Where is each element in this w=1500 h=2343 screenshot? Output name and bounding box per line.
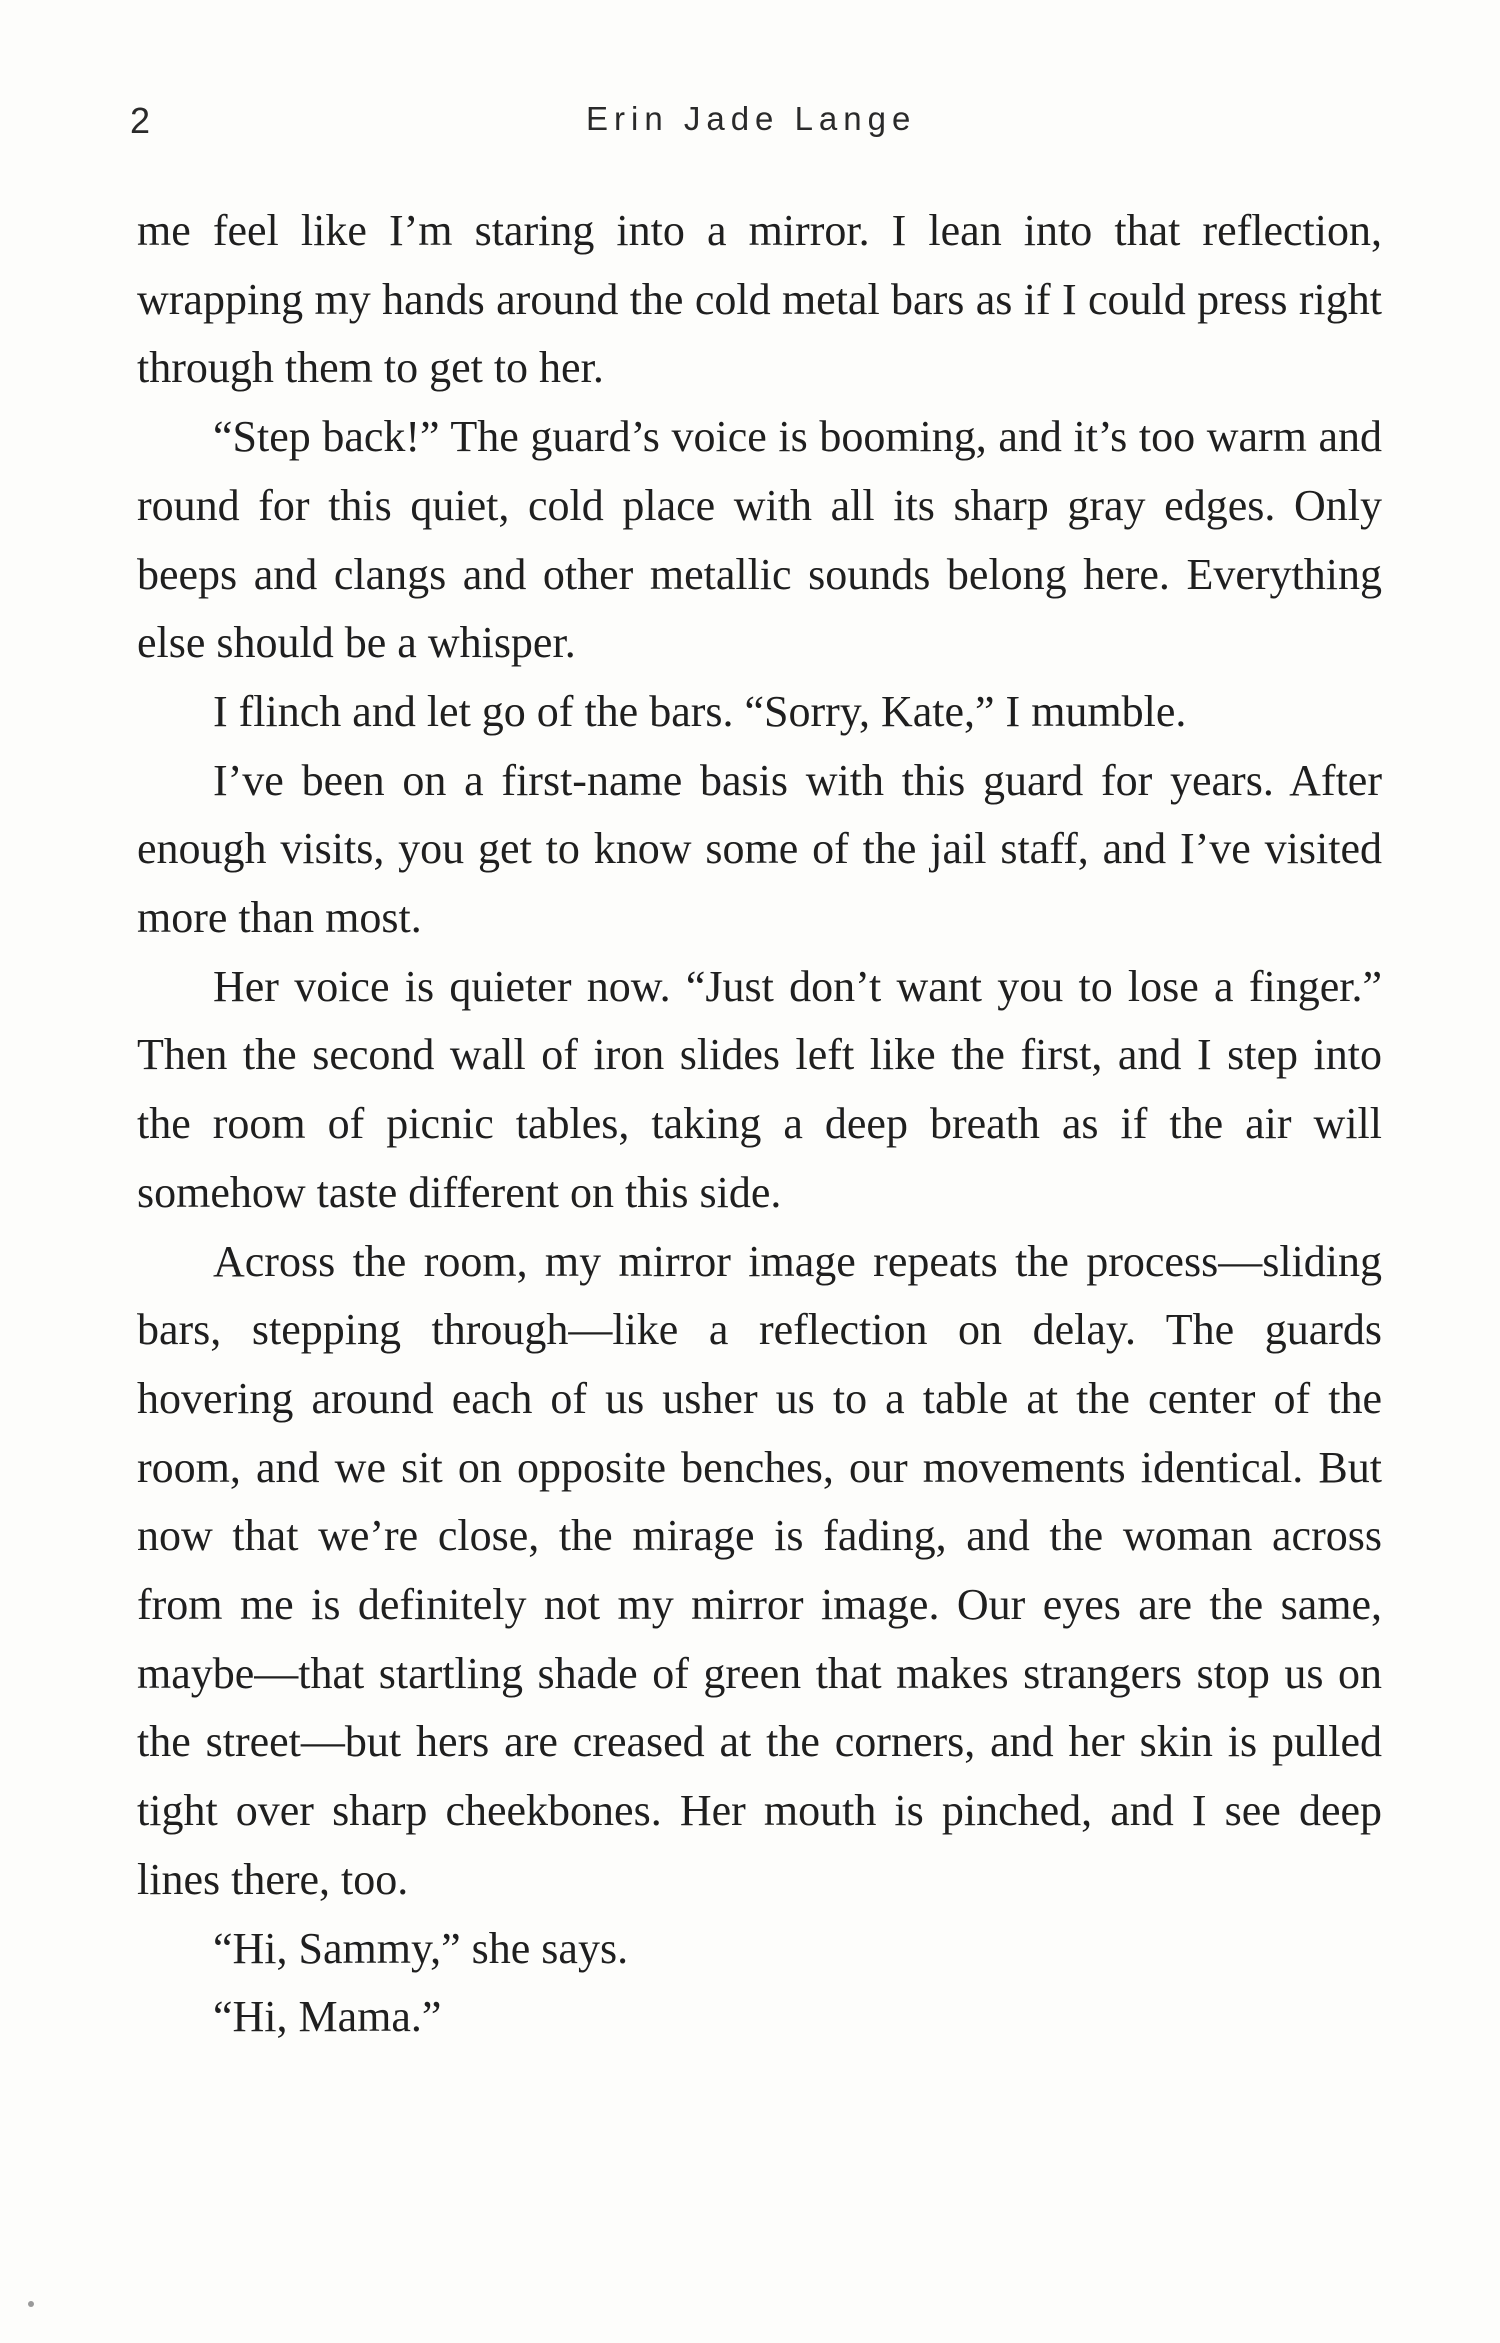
paragraph: Across the room, my mirror image repeats the process—sliding bars, stepping through—like a reflection on delay. The guards hovering around each of us usher us to a table at the center of the room, and we sit on opposite benches, our movements identical. But now that we’re close, the mirage is fading, and the woman across from me is definitely not my mirror image. Our eyes are the same, maybe—that startling shade of green that makes strangers stop us on the street—but hers are creased at the corners, and her skin is pulled tight over sharp cheekbones. Her mouth is pinched, and I see deep lines there, too.: [137, 1236, 1382, 1904]
running-head-author: Erin Jade Lange: [586, 100, 917, 137]
paragraph: “Step back!” The guard’s voice is booming, and it’s too warm and round for this quiet, cold place with all its sharp gray edges. Only beeps and clangs and other metallic sounds belong here. Everything else should be a whisper.: [137, 412, 1382, 668]
paragraph-dialogue: “Hi, Mama.”: [213, 1992, 442, 2042]
paragraph: I’ve been on a first-name basis with this guard for years. After enough visits, you get to know some of the jail staff, and I’ve visited more than most.: [137, 755, 1382, 943]
scan-speck: [28, 2301, 34, 2307]
running-head: [130, 100, 1380, 150]
page-number: 2: [130, 100, 152, 141]
paragraph: I flinch and let go of the bars. “Sorry, Kate,” I mumble.: [213, 686, 1187, 736]
paragraph-dialogue: “Hi, Sammy,” she says.: [213, 1923, 629, 1973]
paragraph: Her voice is quieter now. “Just don’t want you to lose a finger.” Then the second wall of iron slides left like the first, and I step into the room of picnic tables, taking a deep breath as if the air will somehow taste different on this side.: [137, 961, 1382, 1217]
body-text: [137, 197, 1382, 2052]
paragraph-continuation: me feel like I’m staring into a mirror. I lean into that reflection, wrapping my hands around the cold metal bars as if I could press right through them to get to her.: [137, 206, 1382, 393]
